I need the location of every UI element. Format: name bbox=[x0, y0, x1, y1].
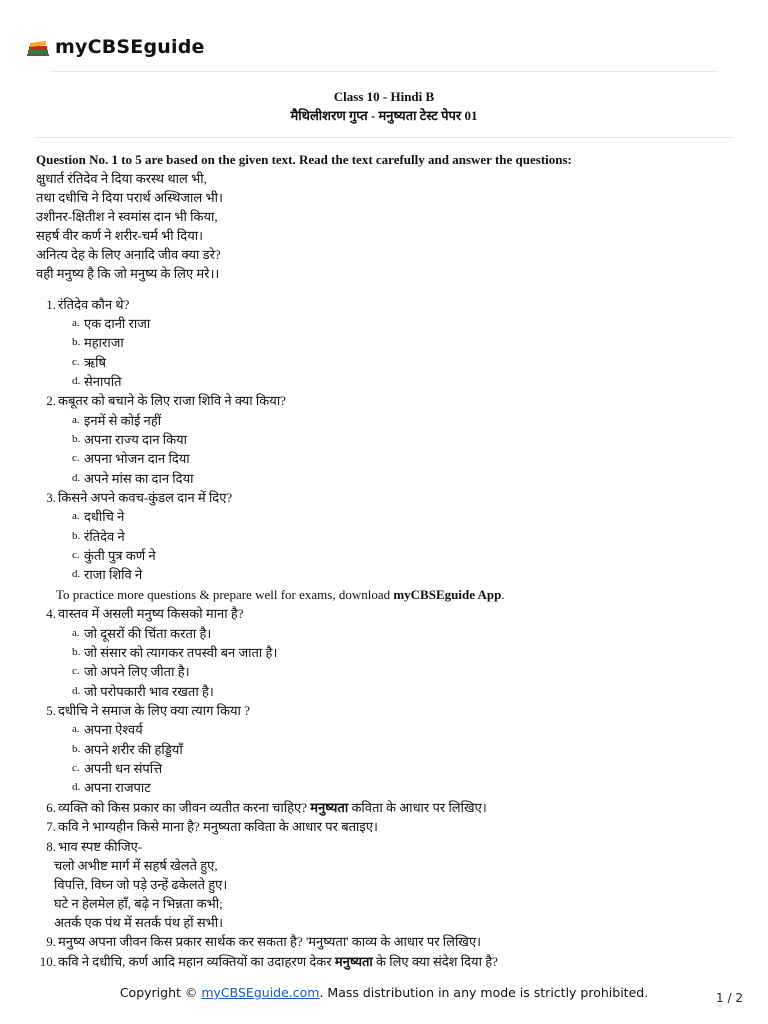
option bbox=[36, 643, 736, 662]
option bbox=[36, 778, 736, 797]
class-title: Class 10 - Hindi B bbox=[333, 89, 435, 104]
option-text: अपने शरीर की हड्डियाँ bbox=[84, 741, 183, 757]
option-text: ऋषि bbox=[84, 354, 106, 370]
question-number: 6. bbox=[46, 799, 56, 815]
poem-line: क्षुधार्त रंतिदेव ने दिया करस्थ थाल भी, bbox=[36, 171, 207, 186]
option-text: अपने मांस का दान दिया bbox=[84, 470, 194, 486]
option-label: a. bbox=[72, 723, 80, 736]
poem-line: उशीनर-क्षितीश ने स्वमांस दान भी किया, bbox=[36, 209, 218, 225]
document-title bbox=[0, 87, 768, 125]
footer-link[interactable]: myCBSEguide.com bbox=[201, 985, 320, 1000]
option bbox=[36, 353, 736, 372]
option-text: दधीचि ने bbox=[84, 509, 125, 525]
option-label: c. bbox=[72, 452, 80, 465]
poem-line: वही मनुष्य है कि जो मनुष्य के लिए मरे।। bbox=[36, 266, 220, 282]
option-text: जो संसार को त्यागकर तपस्वी बन जाता है। bbox=[84, 644, 278, 660]
question-number: 1. bbox=[46, 296, 56, 312]
question-1 bbox=[36, 295, 736, 315]
page-number: 1 / 2 bbox=[716, 991, 743, 1005]
option-label: b. bbox=[72, 529, 81, 542]
header bbox=[26, 30, 205, 64]
option bbox=[36, 449, 736, 468]
option-label: c. bbox=[72, 761, 80, 774]
question-5 bbox=[36, 701, 736, 721]
option-text: अपना राजपाट bbox=[84, 780, 151, 796]
option-text: जो अपने लिए जीता है। bbox=[84, 664, 190, 680]
option-label: c. bbox=[72, 665, 80, 678]
option-label: b. bbox=[72, 645, 81, 658]
brand-name[interactable]: myCBSEguide bbox=[55, 36, 205, 58]
option-text: अपनी धन संपत्ति bbox=[84, 760, 163, 776]
option bbox=[36, 469, 736, 488]
promo-end: . bbox=[501, 586, 505, 602]
question-6 bbox=[36, 798, 736, 818]
question-list bbox=[36, 295, 736, 971]
app-promo bbox=[36, 585, 736, 605]
option-label: d. bbox=[72, 684, 81, 697]
option-label: a. bbox=[72, 626, 80, 639]
verse-line: चलो अभीष्ट मार्ग में सहर्ष खेलते हुए, bbox=[54, 858, 218, 873]
question-text: कबूतर को बचाने के लिए राजा शिवि ने क्या किया? bbox=[58, 393, 286, 409]
question-number: 5. bbox=[46, 702, 56, 718]
option-text: जो दूसरों की चिंता करता है। bbox=[84, 625, 212, 641]
verse-line: घटे न हेलमेल हाँ, बढ़े न भिन्नता कभी; bbox=[54, 896, 223, 911]
verse-line: विपत्ति, विघ्न जो पड़े उन्हें ढकेलते हुए। bbox=[54, 877, 228, 892]
option-text: एक दानी राजा bbox=[84, 316, 151, 332]
option-text: जो परोपकारी भाव रखता है। bbox=[84, 683, 214, 699]
question-2 bbox=[36, 391, 736, 411]
question-10 bbox=[36, 952, 736, 972]
option-label: a. bbox=[72, 317, 80, 330]
option bbox=[36, 372, 736, 391]
option-text: इनमें से कोई नहीं bbox=[84, 412, 162, 428]
paper-title: मैथिलीशरण गुप्त - मनुष्यता टेस्ट पेपर 01 bbox=[290, 108, 478, 123]
option-label: a. bbox=[72, 510, 80, 523]
footer-copyright: Copyright © bbox=[119, 985, 202, 1000]
question-keyword: मनुष्यता bbox=[310, 799, 349, 815]
option-text: कुंती पुत्र कर्ण ने bbox=[84, 548, 156, 564]
option-label: d. bbox=[72, 374, 81, 387]
option-label: c. bbox=[72, 355, 80, 368]
option-label: b. bbox=[72, 433, 81, 446]
question-7 bbox=[36, 817, 736, 837]
question-text: दधीचि ने समाज के लिए क्या त्याग किया ? bbox=[58, 702, 250, 718]
poem-line: अनित्य देह के लिए अनादि जीव क्या डरे? bbox=[36, 247, 221, 263]
question-text bbox=[58, 798, 487, 818]
question-number: 10. bbox=[39, 953, 56, 969]
promo-text: To practice more questions & prepare well for exams, download bbox=[56, 586, 394, 602]
option-text: अपना ऐश्वर्य bbox=[84, 722, 143, 738]
question-text: मनुष्य अपना जीवन किस प्रकार सार्थक कर सकता है? 'मनुष्यता' काव्य के आधार पर लिखिए। bbox=[58, 934, 482, 949]
question-keyword: मनुष्यता bbox=[334, 953, 373, 969]
books-logo-icon bbox=[26, 36, 50, 58]
option bbox=[36, 527, 736, 546]
option bbox=[36, 314, 736, 333]
question-text: भाव स्पष्ट कीजिए- bbox=[58, 838, 143, 854]
question-number: 9. bbox=[46, 934, 56, 949]
question-9 bbox=[36, 932, 736, 952]
option-text: अपना राज्य दान किया bbox=[84, 432, 188, 448]
question-text-post: के लिए क्या संदेश दिया है? bbox=[372, 953, 498, 969]
option bbox=[36, 507, 736, 526]
option-label: b. bbox=[72, 742, 81, 755]
poem-line: सहर्ष वीर कर्ण ने शरीर-चर्म भी दिया। bbox=[36, 228, 204, 244]
option bbox=[36, 682, 736, 701]
option-label: d. bbox=[72, 471, 81, 484]
title-divider bbox=[36, 137, 732, 138]
option bbox=[36, 759, 736, 778]
option-label: a. bbox=[72, 413, 80, 426]
question-text-pre: व्यक्ति को किस प्रकार का जीवन व्यतीत करना चाहिए? bbox=[58, 799, 311, 815]
question-4 bbox=[36, 604, 736, 624]
question-text: कवि ने भाग्यहीन किसे माना है? मनुष्यता कविता के आधार पर बताइए। bbox=[58, 819, 378, 834]
promo-app-name[interactable]: myCBSEguide App bbox=[393, 586, 502, 602]
question-number: 8. bbox=[46, 838, 56, 854]
option bbox=[36, 720, 736, 739]
question-text: रंतिदेव कौन थे? bbox=[58, 296, 130, 312]
option-label: d. bbox=[72, 568, 81, 581]
footer-notice: . Mass distribution in any mode is strictly prohibited. bbox=[319, 985, 649, 1000]
option bbox=[36, 430, 736, 449]
option-label: d. bbox=[72, 781, 81, 794]
poem-line: तथा दधीचि ने दिया परार्थ अस्थिजाल भी। bbox=[36, 190, 223, 206]
question-number: 3. bbox=[46, 489, 56, 505]
question-paper bbox=[36, 150, 736, 971]
option bbox=[36, 662, 736, 681]
question-8 bbox=[36, 837, 736, 857]
option-text: सेनापति bbox=[84, 373, 122, 389]
instructions: Question No. 1 to 5 are based on the given text. Read the text carefully and answer the questions: bbox=[36, 152, 572, 167]
option-text: महाराजा bbox=[84, 335, 124, 351]
question-text: किसने अपने कवच-कुंडल दान में दिए? bbox=[58, 489, 233, 505]
question-3 bbox=[36, 488, 736, 508]
option bbox=[36, 740, 736, 759]
footer bbox=[0, 985, 768, 1000]
poem-passage bbox=[36, 169, 736, 284]
option-label: b. bbox=[72, 336, 81, 349]
option bbox=[36, 624, 736, 643]
question-number: 7. bbox=[46, 819, 56, 834]
question-text-post: कविता के आधार पर लिखिए। bbox=[348, 799, 487, 815]
question-number: 4. bbox=[46, 606, 56, 622]
question-text-pre: कवि ने दधीचि, कर्ण आदि महान व्यक्तियों का उदाहरण देकर bbox=[58, 953, 335, 969]
option-text: राजा शिवि ने bbox=[84, 567, 143, 583]
header-divider bbox=[50, 71, 718, 72]
option bbox=[36, 411, 736, 430]
question-8-verse bbox=[36, 856, 736, 932]
option bbox=[36, 333, 736, 352]
question-text: वास्तव में असली मनुष्य किसको माना है? bbox=[58, 606, 244, 622]
option bbox=[36, 565, 736, 584]
verse-line: अतर्क एक पंथ में सतर्क पंथ हों सभी। bbox=[54, 915, 224, 930]
option bbox=[36, 546, 736, 565]
question-text bbox=[58, 952, 498, 972]
option-text: अपना भोजन दान दिया bbox=[84, 451, 190, 467]
question-number: 2. bbox=[46, 393, 56, 409]
option-label: c. bbox=[72, 549, 80, 562]
option-text: रंतिदेव ने bbox=[84, 528, 125, 544]
